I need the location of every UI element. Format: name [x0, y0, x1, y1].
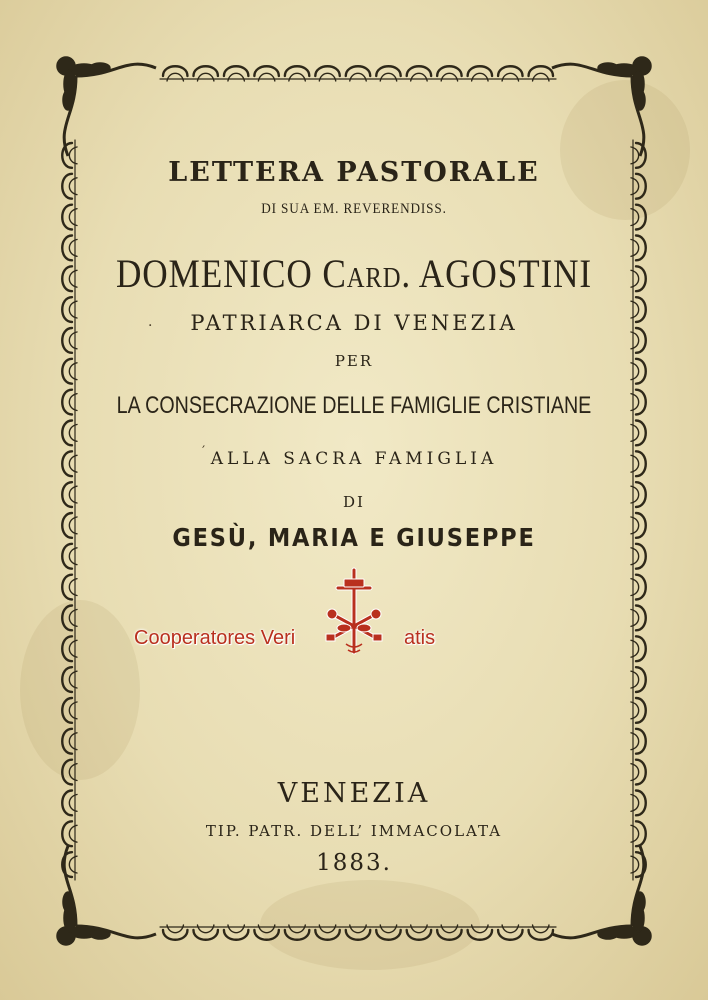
ink-speck: ′: [202, 444, 206, 460]
frame-ribbon-loop: [62, 729, 72, 754]
frame-ribbon-loop: [254, 930, 278, 940]
frame-ribbon-loop: [533, 73, 549, 81]
frame-ribbon-loop: [62, 606, 72, 631]
frame-ribbon-loop: [631, 671, 639, 688]
frame-ribbon-loop: [631, 610, 639, 627]
frame-ribbon-loop: [62, 636, 72, 661]
cross-with-keys-icon: [322, 566, 386, 656]
frame-ribbon-loop: [167, 73, 183, 81]
frame-ribbon-loop: [285, 66, 309, 76]
frame-ribbon-loop: [631, 640, 639, 657]
frame-ribbon-loop: [472, 925, 488, 933]
title-gesu-maria-giuseppe: GESÙ, MARIA E GIUSEPPE: [172, 523, 536, 552]
frame-ribbon-loop: [315, 66, 339, 76]
frame-ribbon-loop: [289, 73, 305, 81]
title-per: PER: [334, 352, 374, 370]
frame-ribbon-loop: [411, 925, 427, 933]
frame-ribbon-loop: [636, 667, 646, 692]
frame-ribbon-loop: [533, 925, 549, 933]
watermark-text: [134, 627, 436, 650]
frame-ribbon-loop: [407, 930, 431, 940]
frame-ribbon-loop: [167, 925, 183, 933]
frame-ribbon-loop: [193, 930, 217, 940]
frame-ribbon-loop: [69, 610, 77, 627]
frame-ribbon-loop: [69, 671, 77, 688]
imprint-printer: TIP. PATR. DELL’ IMMACOLATA: [205, 822, 503, 840]
frame-ribbon-loop: [350, 925, 366, 933]
title-di: DI: [343, 493, 365, 511]
frame-ribbon-loop: [69, 425, 77, 442]
frame-ribbon-loop: [380, 73, 396, 81]
frame-ribbon-loop: [224, 66, 248, 76]
frame-ribbon-loop: [163, 66, 187, 76]
imprint-place: VENEZIA: [277, 778, 431, 809]
frame-ribbon-loop: [437, 66, 461, 76]
frame-ribbon-loop: [62, 698, 72, 723]
frame-ribbon-loop: [346, 930, 370, 940]
frame-ribbon-loop: [193, 66, 217, 76]
title-patriarca: PATRIARCA DI VENEZIA: [190, 311, 518, 335]
frame-ribbon-loop: [472, 73, 488, 81]
frame-ribbon-loop: [636, 606, 646, 631]
frame-ribbon-loop: [289, 925, 305, 933]
frame-ribbon-loop: [529, 930, 553, 940]
frame-ribbon-loop: [407, 66, 431, 76]
frame-ribbon-loop: [254, 66, 278, 76]
frame-ribbon-loop: [498, 66, 522, 76]
frame-ribbon-loop: [228, 73, 244, 81]
frame-ribbon-loop: [631, 579, 639, 596]
watermark-text-end: atis: [404, 627, 436, 649]
imprint-year: 1883.: [316, 850, 392, 876]
frame-ribbon-loop: [437, 930, 461, 940]
frame-ribbon-loop: [529, 66, 553, 76]
title-di-sua-eminenza: DI SUA EM. REVERENDISS.: [261, 201, 447, 217]
frame-ribbon-loop: [69, 579, 77, 596]
frame-ribbon-loop: [62, 575, 72, 600]
frame-ribbon-loop: [197, 925, 213, 933]
frame-ribbon-loop: [197, 73, 213, 81]
frame-ribbon-loop: [62, 667, 72, 692]
frame-ribbon-loop: [502, 925, 518, 933]
frame-ribbon-loop: [636, 575, 646, 600]
frame-ribbon-loop: [319, 73, 335, 81]
frame-ribbon-loop: [315, 930, 339, 940]
frame-ribbon-loop: [468, 930, 492, 940]
frame-ribbon-loop: [631, 702, 639, 719]
frame-ribbon-loop: [468, 66, 492, 76]
frame-ribbon-loop: [228, 925, 244, 933]
frame-ribbon-loop: [636, 698, 646, 723]
frame-corner-ornament: [57, 57, 156, 156]
frame-ribbon-loop: [441, 73, 457, 81]
frame-ribbon-loop: [502, 73, 518, 81]
frame-ribbon-loop: [69, 733, 77, 750]
frame-corner-ornament: [552, 57, 651, 156]
frame-ribbon-loop: [380, 925, 396, 933]
title-lettera-pastorale: LETTERA PASTORALE: [168, 157, 540, 188]
frame-ribbon-loop: [224, 930, 248, 940]
frame-ribbon-loop: [441, 925, 457, 933]
title-cardinal-name: DOMENICO Card. AGOSTINI: [115, 251, 593, 296]
frame-ribbon-loop: [346, 66, 370, 76]
frame-ribbon-loop: [411, 73, 427, 81]
frame-ribbon-loop: [350, 73, 366, 81]
frame-ribbon-loop: [163, 930, 187, 940]
frame-ribbon-loop: [631, 733, 639, 750]
frame-ribbon-loop: [636, 421, 646, 446]
frame-ribbon-loop: [376, 66, 400, 76]
frame-ribbon-loop: [631, 425, 639, 442]
frame-ribbon-loop: [62, 421, 72, 446]
frame-ribbon-loop: [285, 930, 309, 940]
frame-ribbon-loop: [636, 636, 646, 661]
frame-ribbon-loop: [69, 640, 77, 657]
frame-ribbon-loop: [498, 930, 522, 940]
frame-ribbon-loop: [376, 930, 400, 940]
title-sacra-famiglia: ALLA SACRA FAMIGLIA: [210, 449, 498, 469]
frame-ribbon-loop: [636, 729, 646, 754]
frame-ribbon-loop: [258, 73, 274, 81]
watermark-text-start: Cooperatores Veri: [134, 627, 296, 649]
title-cardinal-abbrev: Card.: [322, 251, 412, 296]
frame-ribbon-loop: [258, 925, 274, 933]
frame-ribbon-loop: [319, 925, 335, 933]
frame-ribbon-loop: [69, 702, 77, 719]
title-consecrazione: LA CONSECRAZIONE DELLE FAMIGLIE CRISTIANE: [116, 392, 592, 419]
ink-speck: ·: [148, 318, 153, 334]
